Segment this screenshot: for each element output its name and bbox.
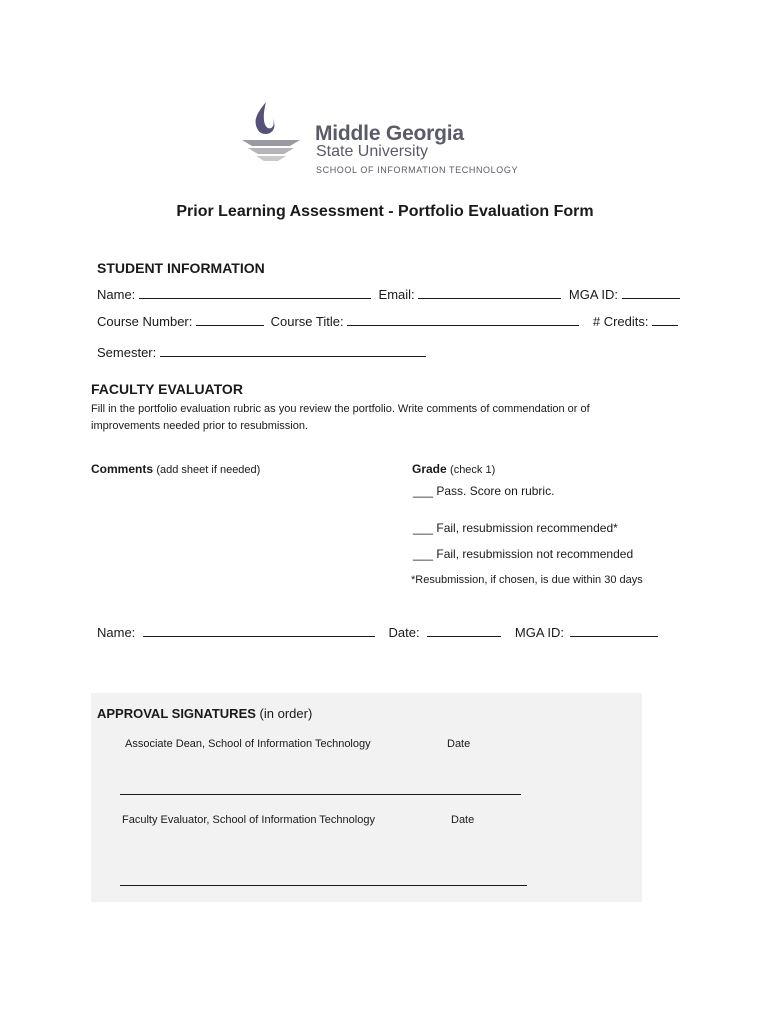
grade-heading bbox=[412, 462, 495, 476]
grade-option-fail-not-recommended-label: Fail, resubmission not recommended bbox=[436, 547, 634, 561]
student-info-heading: STUDENT INFORMATION bbox=[97, 260, 265, 276]
grade-check-blank[interactable]: ___ bbox=[413, 521, 434, 535]
student-email-label: Email: bbox=[378, 287, 415, 302]
semester-row bbox=[97, 344, 426, 360]
grade-option-fail-not-recommended[interactable] bbox=[413, 547, 633, 561]
student-mga-id-label: MGA ID: bbox=[568, 287, 619, 302]
grade-option-fail-recommended[interactable] bbox=[413, 521, 618, 535]
grade-check-blank[interactable]: ___ bbox=[413, 484, 434, 498]
student-name-label: Name: bbox=[97, 287, 136, 302]
evaluator-date-label: Date: bbox=[388, 625, 420, 640]
comments-note: (add sheet if needed) bbox=[156, 464, 261, 476]
signer1-date-label: Date bbox=[447, 738, 471, 750]
resubmission-footnote: *Resubmission, if chosen, is due within 30 days bbox=[411, 574, 643, 586]
course-title-label: Course Title: bbox=[270, 314, 344, 329]
grade-option-pass[interactable] bbox=[413, 484, 554, 498]
signer1-title: Associate Dean, School of Information Technology bbox=[125, 738, 371, 750]
grade-option-fail-recommended-label: Fail, resubmission recommended* bbox=[436, 521, 618, 535]
form-title: Prior Learning Assessment - Portfolio Evaluation Form bbox=[176, 203, 594, 220]
signer2-title: Faculty Evaluator, School of Information Technology bbox=[122, 814, 375, 826]
student-mga-id-field[interactable] bbox=[622, 286, 680, 299]
evaluator-info-row bbox=[97, 624, 658, 640]
grade-label: Grade bbox=[412, 462, 447, 476]
course-row bbox=[97, 313, 678, 329]
student-email-field[interactable] bbox=[418, 286, 561, 299]
credits-field[interactable] bbox=[652, 313, 678, 326]
logo-school-name: SCHOOL OF INFORMATION TECHNOLOGY bbox=[316, 165, 519, 175]
evaluator-name-field[interactable] bbox=[143, 624, 375, 637]
approval-signatures-panel bbox=[91, 693, 642, 902]
semester-field[interactable] bbox=[160, 344, 426, 357]
evaluator-name-label: Name: bbox=[97, 625, 136, 640]
approval-heading-note: (in order) bbox=[259, 706, 313, 721]
logo-name-line2: State University bbox=[316, 143, 429, 160]
signer2-signature-line[interactable] bbox=[120, 885, 527, 886]
logo-name-line1: Middle Georgia bbox=[315, 122, 464, 145]
comments-label: Comments bbox=[91, 462, 154, 476]
evaluator-mga-id-field[interactable] bbox=[570, 624, 658, 637]
signer1-signature-line[interactable] bbox=[120, 794, 521, 795]
approval-heading-row bbox=[97, 706, 312, 721]
student-name-field[interactable] bbox=[139, 286, 371, 299]
grade-option-pass-label: Pass. Score on rubric. bbox=[436, 484, 555, 498]
signer2-date-label: Date bbox=[451, 814, 475, 826]
comments-heading bbox=[91, 462, 260, 476]
evaluator-mga-id-label: MGA ID: bbox=[514, 625, 564, 640]
grade-check-blank[interactable]: ___ bbox=[413, 547, 434, 561]
instructions-line1: Fill in the portfolio evaluation rubric as you review the portfolio. Write comments of commendation or of bbox=[91, 403, 590, 415]
course-title-field[interactable] bbox=[347, 313, 579, 326]
student-name-row bbox=[97, 286, 680, 302]
course-number-field[interactable] bbox=[196, 313, 264, 326]
approval-heading: APPROVAL SIGNATURES bbox=[97, 706, 256, 721]
grade-note: (check 1) bbox=[450, 464, 496, 476]
credits-label: # Credits: bbox=[592, 314, 649, 329]
faculty-evaluator-heading: FACULTY EVALUATOR bbox=[91, 381, 243, 397]
course-number-label: Course Number: bbox=[97, 314, 193, 329]
evaluator-date-field[interactable] bbox=[427, 624, 501, 637]
university-logo-icon bbox=[236, 100, 306, 162]
instructions-line2: improvements needed prior to resubmission. bbox=[91, 420, 309, 432]
semester-label: Semester: bbox=[97, 345, 157, 360]
